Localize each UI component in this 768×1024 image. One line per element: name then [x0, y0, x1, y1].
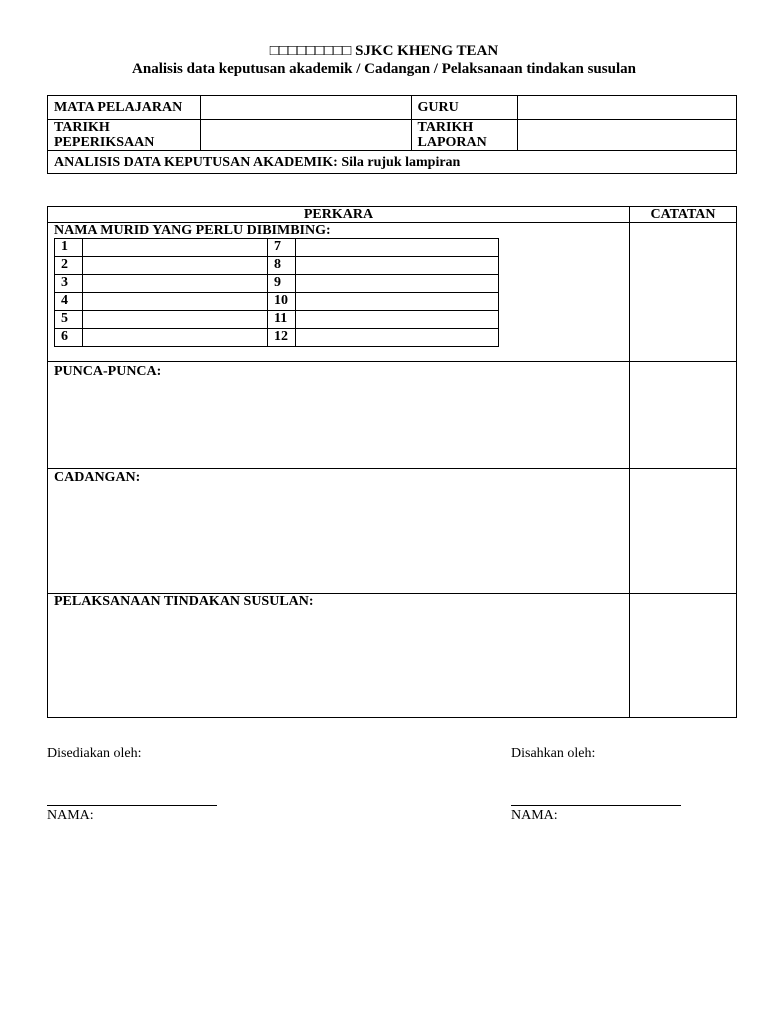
row-number: 11	[268, 311, 296, 329]
analysis-row	[48, 151, 737, 174]
row-number: 8	[268, 257, 296, 275]
row-number: 7	[268, 239, 296, 257]
check-date-label	[48, 120, 201, 151]
student-name-field[interactable]	[296, 329, 499, 347]
row-number: 2	[55, 257, 83, 275]
followup-cell[interactable]	[48, 594, 630, 718]
student-name-field[interactable]	[296, 293, 499, 311]
teacher-field[interactable]	[517, 96, 736, 120]
suggestions-notes-field[interactable]	[630, 469, 737, 594]
prepared-by-label: Disediakan oleh:	[47, 746, 142, 761]
signature-line-right[interactable]	[511, 805, 681, 806]
suggestions-label: CADANGAN:	[54, 470, 141, 485]
student-name-field[interactable]	[83, 239, 268, 257]
row-number: 12	[268, 329, 296, 347]
analysis-note: Sila rujuk lampiran	[341, 154, 461, 170]
row-number: 6	[55, 329, 83, 347]
causes-notes-field[interactable]	[630, 362, 737, 469]
row-number: 5	[55, 311, 83, 329]
col-header-notes: CATATAN	[630, 207, 737, 223]
info-table	[47, 95, 737, 174]
row-number: 9	[268, 275, 296, 293]
student-name-field[interactable]	[83, 329, 268, 347]
analysis-label: ANALISIS DATA KEPUTUSAN AKADEMIK:	[54, 154, 338, 170]
form-subtitle: Analisis data keputusan akademik / Cadangan / Pelaksanaan tindakan susulan	[132, 61, 636, 77]
check-date-field[interactable]	[201, 120, 411, 151]
followup-label: PELAKSANAAN TINDAKAN SUSULAN:	[54, 594, 314, 609]
causes-label: PUNCA-PUNCA:	[54, 364, 162, 379]
col-header-matter: PERKARA	[48, 207, 630, 223]
report-date-label-line2: LAPORAN	[417, 135, 487, 150]
school-title: □□□□□□□□□ SJKC KHENG TEAN	[269, 43, 499, 59]
row-number: 10	[268, 293, 296, 311]
row-number: 4	[55, 293, 83, 311]
student-name-field[interactable]	[83, 293, 268, 311]
signature-line-left[interactable]	[47, 805, 217, 806]
teacher-label: GURU	[411, 96, 517, 120]
check-date-label-line1: TARIKH	[54, 120, 110, 135]
table-row	[55, 239, 499, 257]
student-name-field[interactable]	[83, 311, 268, 329]
followup-notes-field[interactable]	[630, 594, 737, 718]
student-name-field[interactable]	[296, 275, 499, 293]
report-date-label-line1: TARIKH	[417, 120, 474, 135]
approved-by-label: Disahkan oleh:	[511, 746, 596, 761]
main-table	[47, 206, 737, 718]
students-cell	[48, 223, 630, 362]
student-name-field[interactable]	[296, 257, 499, 275]
students-table	[54, 238, 499, 347]
table-row	[55, 293, 499, 311]
table-row	[55, 329, 499, 347]
subject-field[interactable]	[201, 96, 411, 120]
table-row	[55, 257, 499, 275]
students-label: NAMA MURID YANG PERLU DIBIMBING:	[54, 223, 331, 238]
suggestions-cell[interactable]	[48, 469, 630, 594]
student-name-field[interactable]	[83, 257, 268, 275]
row-number: 1	[55, 239, 83, 257]
table-row	[55, 275, 499, 293]
causes-cell[interactable]	[48, 362, 630, 469]
students-notes-field[interactable]	[630, 223, 737, 362]
report-date-label	[411, 120, 517, 151]
subject-label: MATA PELAJARAN	[48, 96, 201, 120]
student-name-field[interactable]	[296, 311, 499, 329]
check-date-label-line2: PEPERIKSAAN	[54, 135, 155, 150]
row-number: 3	[55, 275, 83, 293]
name-label-left: NAMA:	[47, 808, 94, 823]
student-name-field[interactable]	[296, 239, 499, 257]
name-label-right: NAMA:	[511, 808, 558, 823]
report-date-field[interactable]	[517, 120, 736, 151]
table-row	[55, 311, 499, 329]
student-name-field[interactable]	[83, 275, 268, 293]
